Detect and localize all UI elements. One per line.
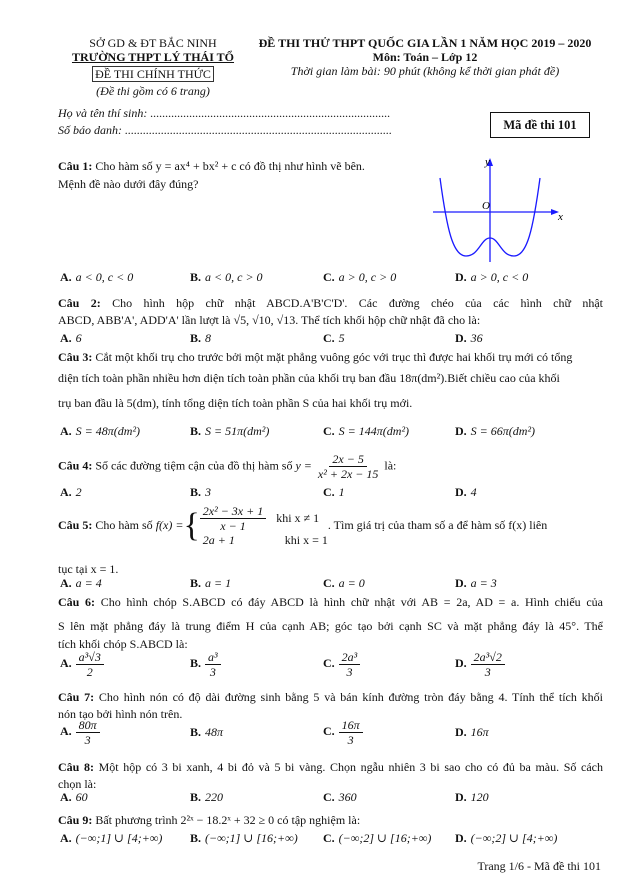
question-8 — [58, 760, 603, 775]
question-7 — [58, 690, 603, 705]
question-text: là: — [384, 458, 397, 473]
function-graph — [425, 150, 575, 270]
answer-option-d — [455, 576, 497, 591]
numerator: a³√3 — [76, 650, 104, 665]
brace: { — [183, 507, 200, 544]
option-value: 220 — [205, 790, 224, 804]
answer-option-c — [323, 790, 357, 805]
question-text: Bất phương trình 2²ˣ − 18.2ˣ + 32 ≥ 0 có tập nghiệm là: — [95, 813, 361, 827]
option-letter: A. — [60, 485, 72, 499]
option-letter: A. — [60, 424, 72, 438]
fraction — [315, 452, 381, 481]
school-name: TRƯỜNG THPT LÝ THÁI TỔ — [71, 50, 235, 64]
question-text: Cho hình nón có độ dài đường sinh bằng 5 và bán kính đường tròn đáy bằng 4. Tính thể tích khối — [98, 690, 603, 704]
option-letter: C. — [323, 331, 335, 345]
option-value: 4 — [470, 485, 477, 499]
question-label: Câu 4: — [58, 458, 93, 473]
answer-option-d — [455, 331, 483, 346]
question-4 — [58, 452, 396, 481]
option-value: 2 — [75, 485, 82, 499]
option-letter: C. — [323, 831, 335, 845]
question-text: Cắt một khối trụ cho trước bởi một mặt phẳng vuông góc với trục thì được hai khối trụ mới có tổng — [95, 350, 573, 364]
answer-option-b — [190, 485, 211, 500]
condition: khi x ≠ 1 — [276, 511, 320, 525]
question-label: Câu 7: — [58, 690, 95, 704]
numerator: 16π — [339, 718, 363, 733]
denominator: x − 1 — [220, 519, 246, 533]
question-text: S lên mặt phẳng đáy là trung điểm H của cạnh AB; góc tạo bởi cạnh SC và mặt phẳng đáy là 45°. Thể — [58, 619, 603, 633]
question-text: Cho hình chóp S.ABCD có đáy ABCD là hình chữ nhật với AB = 2a, AD = a. Hình chiếu của — [100, 595, 604, 609]
question-5 — [58, 504, 547, 548]
question-2 — [58, 296, 603, 311]
answer-option-a — [60, 831, 162, 846]
answer-option-d — [455, 270, 528, 285]
option-letter: A. — [60, 270, 72, 284]
option-letter: B. — [190, 725, 202, 739]
answer-option-d — [455, 424, 535, 439]
answer-option-c — [323, 831, 431, 846]
question-6 — [58, 595, 603, 610]
question-label: Câu 9: — [58, 813, 93, 827]
question-3 — [58, 350, 572, 365]
answer-option-d — [455, 650, 505, 679]
question-text: ABCD, ABB'A', ADD'A' lần lượt là √5, √10, √13. Thể tích khối hộp chữ nhật đã cho là: — [58, 313, 481, 327]
option-letter: A. — [60, 331, 72, 345]
question-label: Câu 8: — [58, 760, 94, 774]
option-letter: C. — [323, 656, 335, 671]
denominator: 3 — [347, 733, 354, 747]
option-letter: C. — [323, 724, 335, 739]
department: SỞ GD & ĐT BẮC NINH — [89, 36, 217, 50]
condition: khi x = 1 — [284, 533, 328, 547]
option-value: 60 — [75, 790, 88, 804]
answer-option-a — [60, 424, 140, 439]
option-value: (−∞;1] ∪ [16;+∞) — [205, 831, 298, 845]
question-text: diện tích toàn phần nhiều hơn diện tích toàn phần của khối trụ ban đầu 18π(dm²).Biết chiều cao của khối — [58, 371, 560, 385]
piece-value: 2a + 1 — [202, 533, 235, 547]
answer-option-c — [323, 576, 365, 591]
denominator: 3 — [484, 665, 491, 679]
option-letter: B. — [190, 424, 202, 438]
option-value: a = 1 — [205, 576, 232, 590]
answer-option-a — [60, 485, 82, 500]
option-letter: B. — [190, 576, 202, 590]
option-letter: B. — [190, 331, 202, 345]
answer-option-d — [455, 790, 489, 805]
option-letter: A. — [60, 790, 72, 804]
denominator: 3 — [209, 665, 216, 679]
numerator: 2x² − 3x + 1 — [200, 504, 266, 519]
option-letter: B. — [190, 485, 202, 499]
option-value: 1 — [338, 485, 345, 499]
denominator: 3 — [346, 665, 353, 679]
student-name-field: Họ và tên thí sinh: ................................................................................ — [58, 106, 391, 120]
option-value: 36 — [470, 331, 483, 345]
option-letter: D. — [455, 790, 467, 804]
answer-option-a — [60, 270, 133, 285]
option-value: 6 — [75, 331, 82, 345]
answer-option-b — [190, 790, 223, 805]
question-text: Mệnh đề nào dưới đây đúng? — [58, 177, 199, 191]
option-value: 120 — [470, 790, 489, 804]
fraction — [205, 650, 221, 679]
option-value: a > 0, c > 0 — [338, 270, 397, 284]
option-letter: A. — [60, 724, 72, 739]
answer-option-a — [60, 790, 88, 805]
question-text: tục tại x = 1. — [58, 562, 119, 576]
question-label: Câu 6: — [58, 595, 96, 609]
piecewise — [200, 504, 328, 548]
official-label-wrap — [58, 67, 248, 82]
answer-option-c — [323, 485, 345, 500]
option-letter: B. — [190, 656, 202, 671]
question-text: trụ ban đầu là 5(dm), tính tổng diện tích toàn phần S của hai khối trụ mới. — [58, 396, 413, 410]
answer-option-c — [323, 718, 363, 747]
fraction — [471, 650, 505, 679]
question-label: Câu 3: — [58, 350, 93, 364]
option-value: a = 3 — [470, 576, 497, 590]
denominator: 2 — [86, 665, 93, 679]
option-letter: D. — [455, 270, 467, 284]
option-letter: C. — [323, 270, 335, 284]
option-value: S = 48π(dm²) — [75, 424, 141, 438]
option-value: S = 144π(dm²) — [338, 424, 410, 438]
option-value: a = 0 — [338, 576, 365, 590]
subject: Môn: Toán – Lớp 12 — [372, 50, 478, 64]
question-text: Cho hàm số y = ax⁴ + bx² + c có đồ thị như hình vẽ bên. — [95, 159, 365, 173]
pages-note: (Đề thi gồm có 6 trang) — [96, 84, 210, 98]
answer-option-c — [323, 650, 360, 679]
question-text: chọn là: — [58, 777, 97, 791]
option-value: a < 0, c < 0 — [75, 270, 134, 284]
option-letter: D. — [455, 656, 467, 671]
option-value: a > 0, c < 0 — [470, 270, 529, 284]
answer-option-b — [190, 725, 223, 740]
numerator: 2a³√2 — [471, 650, 505, 665]
option-value: S = 51π(dm²) — [205, 424, 270, 438]
question-text: tích khối chóp S.ABCD là: — [58, 637, 188, 651]
question-label: Câu 5: — [58, 517, 93, 532]
option-letter: B. — [190, 790, 202, 804]
answer-option-d — [455, 725, 489, 740]
fraction — [76, 650, 104, 679]
numerator: 80π — [76, 718, 100, 733]
answer-option-b — [190, 650, 221, 679]
option-letter: A. — [60, 576, 72, 590]
option-letter: A. — [60, 831, 72, 845]
option-value: (−∞;1] ∪ [4;+∞) — [75, 831, 163, 845]
answer-option-a — [60, 576, 102, 591]
option-value: 48π — [205, 725, 224, 739]
numerator: a³ — [205, 650, 221, 665]
question-text: Cho hàm số — [95, 517, 153, 532]
option-value: S = 66π(dm²) — [470, 424, 536, 438]
option-value: 360 — [338, 790, 357, 804]
page-footer: Trang 1/6 - Mã đề thi 101 — [477, 859, 601, 873]
question-text: Số các đường tiệm cận của đồ thị hàm số — [95, 458, 293, 473]
question-text: nón tạo bởi hình nón trên. — [58, 707, 183, 721]
x-axis-label: x — [558, 211, 563, 223]
answer-option-c — [323, 331, 345, 346]
question-9 — [58, 813, 360, 828]
option-letter: D. — [455, 831, 467, 845]
numerator: 2x − 5 — [329, 452, 366, 467]
option-value: 16π — [470, 725, 489, 739]
exam-title: ĐỀ THI THỬ THPT QUỐC GIA LẦN 1 NĂM HỌC 2019 – 2020 — [258, 36, 592, 50]
math: y = — [295, 458, 312, 473]
option-value: a = 4 — [75, 576, 102, 590]
option-letter: C. — [323, 485, 335, 499]
student-id-field: Số báo danh: ......................................................................................... — [58, 123, 392, 137]
option-letter: D. — [455, 485, 467, 499]
question-text: Một hộp có 3 bi xanh, 4 bi đỏ và 5 bi vàng. Chọn ngẫu nhiên 3 bi sao cho có đủ ba màu. Số cách — [98, 760, 604, 774]
answer-option-b — [190, 831, 298, 846]
option-letter: A. — [60, 656, 72, 671]
question-text: . Tìm giá trị của tham số a để hàm số f(x) liên — [327, 517, 548, 532]
numerator: 2a³ — [339, 650, 361, 665]
answer-option-b — [190, 424, 269, 439]
official-label: ĐỀ THI CHÍNH THỨC — [92, 66, 214, 82]
answer-option-a — [60, 718, 100, 747]
option-letter: D. — [455, 576, 467, 590]
question-label: Câu 1: — [58, 159, 93, 173]
option-letter: C. — [323, 790, 335, 804]
option-letter: B. — [190, 270, 202, 284]
option-letter: C. — [323, 424, 335, 438]
option-value: 8 — [205, 331, 212, 345]
option-letter: D. — [455, 725, 467, 739]
time-note: Thời gian làm bài: 90 phút (không kể thời gian phát đề) — [290, 64, 560, 78]
option-value: 5 — [338, 331, 345, 345]
answer-option-a — [60, 650, 104, 679]
answer-option-d — [455, 485, 477, 500]
question-text: Cho hình hộp chữ nhật ABCD.A'B'C'D'. Các đường chéo của các hình chữ nhật — [112, 296, 604, 310]
option-value: a < 0, c > 0 — [205, 270, 263, 284]
option-letter: D. — [455, 331, 467, 345]
option-letter: D. — [455, 424, 467, 438]
option-letter: B. — [190, 831, 202, 845]
denominator: x² + 2x − 15 — [317, 467, 379, 481]
option-letter: C. — [323, 576, 335, 590]
origin-label: O — [482, 200, 490, 212]
fraction — [339, 650, 361, 679]
answer-option-b — [190, 576, 231, 591]
option-value: (−∞;2] ∪ [4;+∞) — [470, 831, 558, 845]
option-value: (−∞;2] ∪ [16;+∞) — [338, 831, 432, 845]
answer-option-b — [190, 331, 211, 346]
answer-option-c — [323, 270, 396, 285]
y-axis-label: y — [485, 156, 490, 168]
answer-option-c — [323, 424, 409, 439]
answer-option-d — [455, 831, 557, 846]
answer-option-a — [60, 331, 82, 346]
denominator: 3 — [84, 733, 91, 747]
math: f(x) = — [155, 517, 184, 532]
option-value: 3 — [205, 485, 212, 499]
question-label: Câu 2: — [58, 296, 101, 310]
answer-option-b — [190, 270, 263, 285]
exam-code-box: Mã đề thi 101 — [490, 112, 590, 138]
fraction — [339, 718, 363, 747]
fraction — [76, 718, 100, 747]
question-1 — [58, 159, 365, 174]
